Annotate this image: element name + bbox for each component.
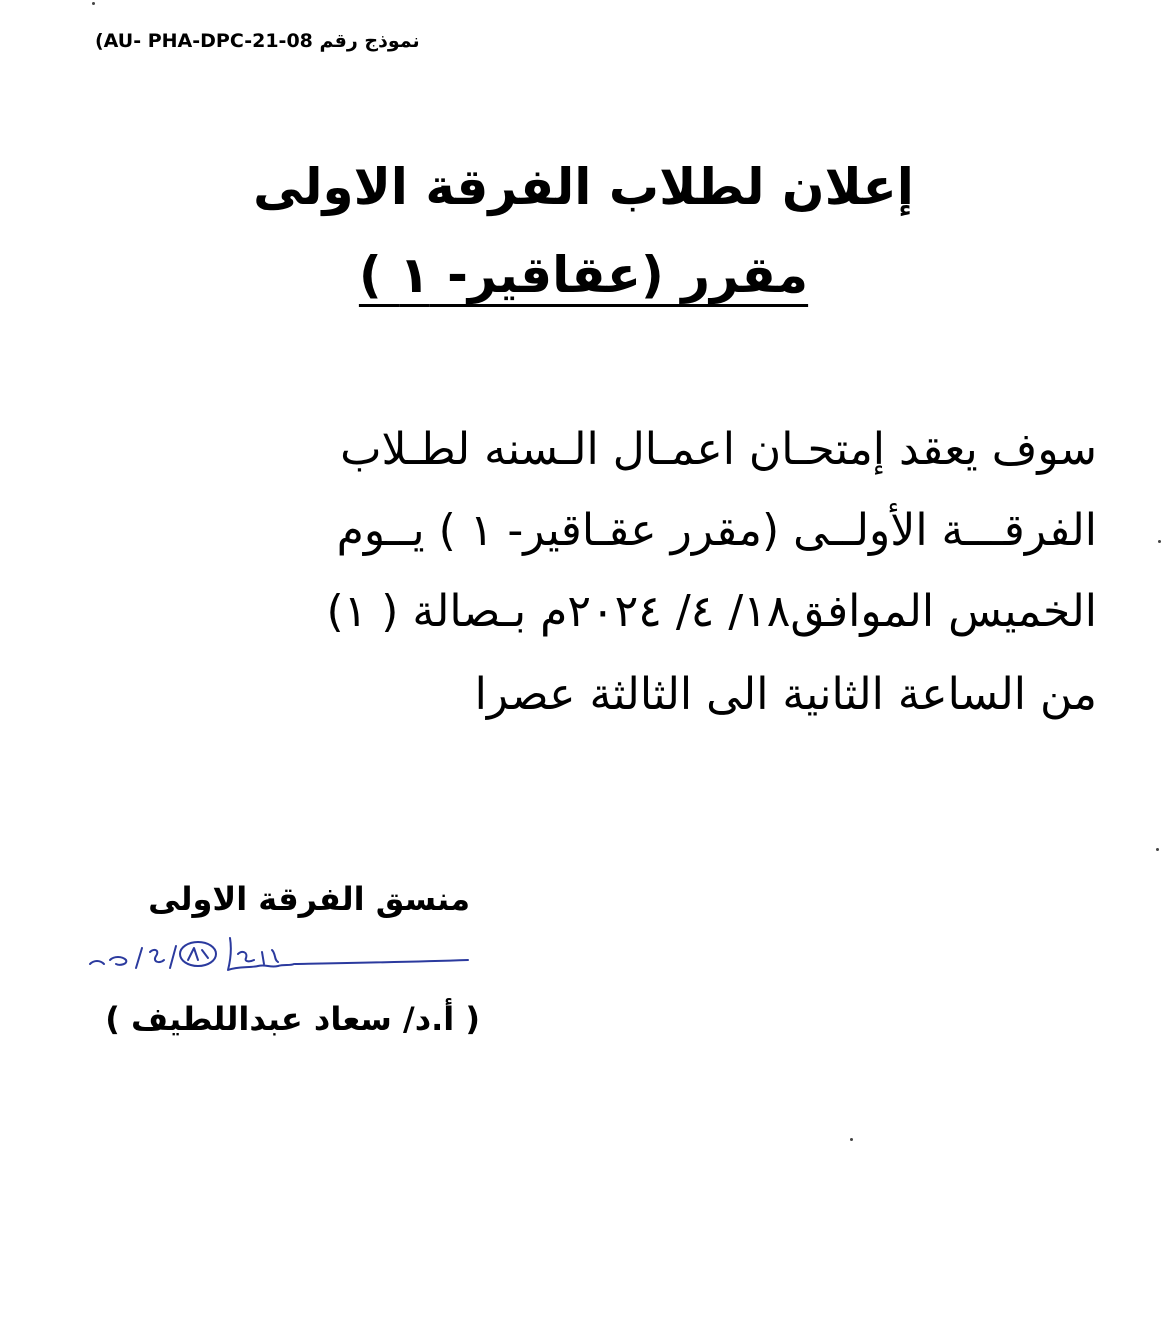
scan-speck: [1158, 540, 1161, 543]
body-line-1: سوف يعقد إمتحـان اعمـال الـسنه لطـلاب: [340, 424, 1097, 475]
form-number-code: (AU- PHA-DPC-21-08: [95, 30, 313, 52]
body-line-3: الخميس الموافق١٨/ ٤/ ٢٠٢٤م بـصالة ( ١): [326, 586, 1097, 637]
scan-speck: [92, 2, 95, 5]
scan-speck: [850, 1138, 853, 1141]
body-line-4: من الساعة الثانية الى الثالثة عصرا: [474, 669, 1097, 720]
body-line-2: الفرقـــة الأولــى (مقرر عقـاقير- ١ ) يــوم: [336, 505, 1097, 556]
scan-speck: [1156, 848, 1159, 851]
form-number: [95, 30, 420, 52]
coordinator-name: ( أ.د/ سعاد عبداللطيف ): [105, 1000, 480, 1038]
coordinator-title: منسق الفرقة الاولى: [148, 880, 470, 918]
announcement-title: إعلان لطلاب الفرقة الاولى: [253, 158, 914, 216]
handwritten-signature: [80, 930, 480, 990]
form-number-label: نموذج رقم: [319, 30, 420, 52]
course-title: [0, 240, 1167, 310]
course-title-text: مقرر (عقاقير- ١ ): [358, 246, 809, 304]
